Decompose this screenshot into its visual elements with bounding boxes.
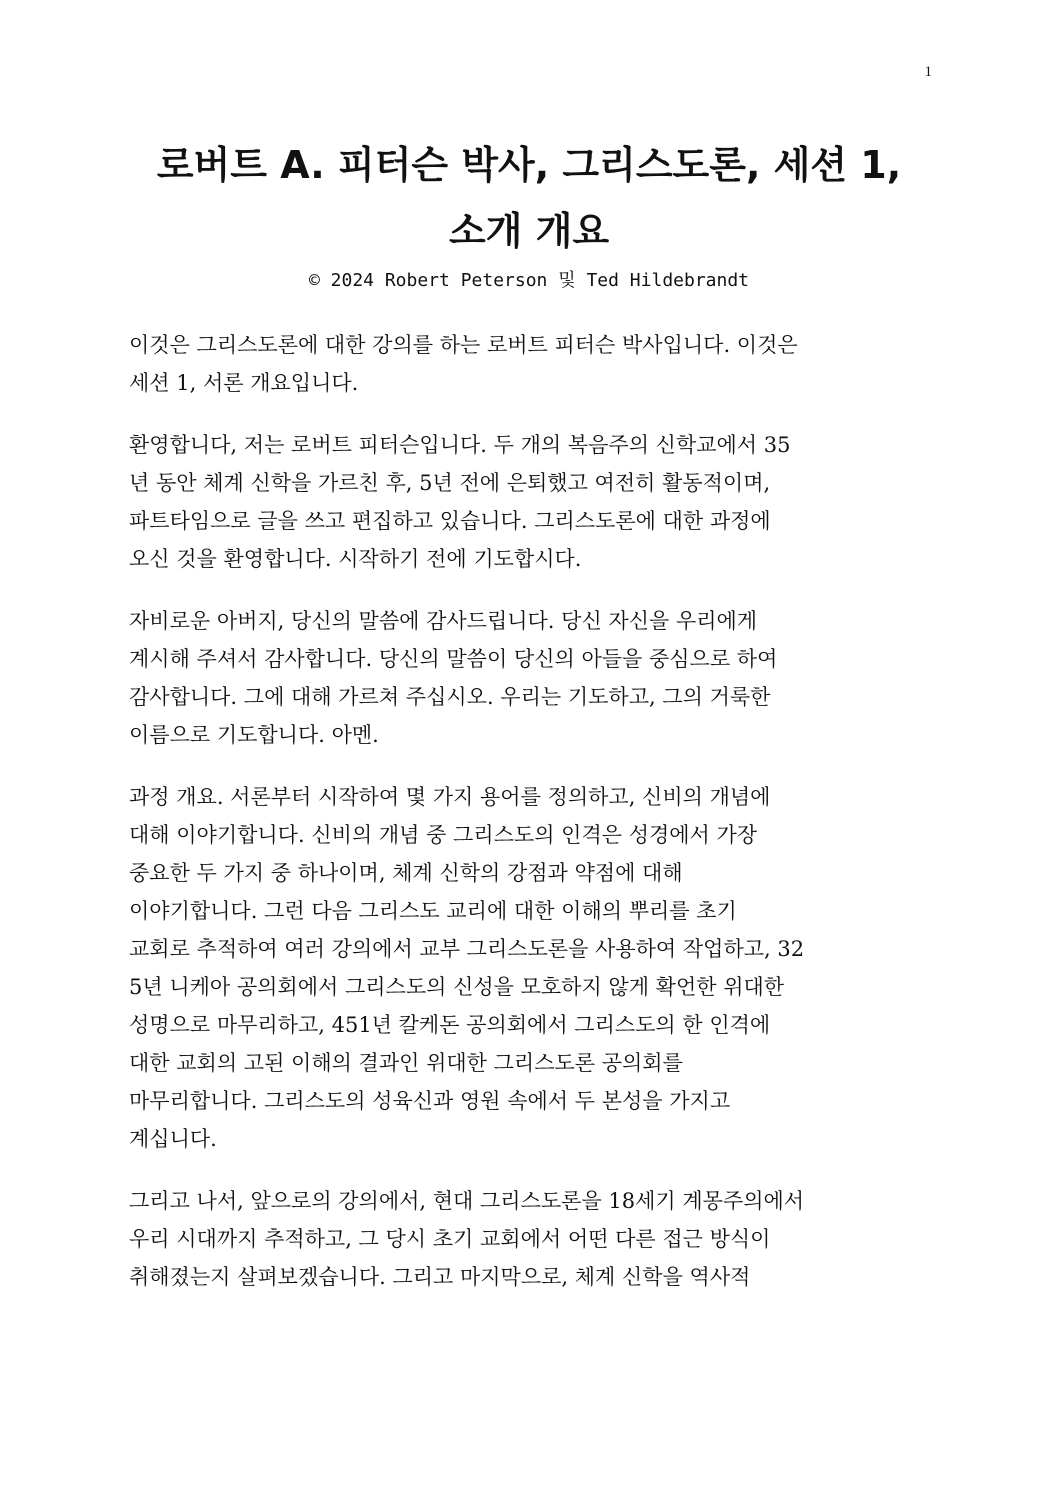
text-line: 년 동안 체계 신학을 가르친 후, 5년 전에 은퇴했고 여전히 활동적이며,: [129, 471, 771, 495]
document-title: [100, 132, 958, 264]
text-line: 성명으로 마무리하고, 451년 칼케돈 공의회에서 그리스도의 한 인격에: [129, 1013, 771, 1037]
text-line: 환영합니다, 저는 로버트 피터슨입니다. 두 개의 복음주의 신학교에서 35: [129, 433, 791, 457]
text-line: 우리 시대까지 추적하고, 그 당시 초기 교회에서 어떤 다른 접근 방식이: [129, 1227, 771, 1251]
text-line: 계십니다.: [129, 1127, 217, 1151]
text-line: 중요한 두 가지 중 하나이며, 체계 신학의 강점과 약점에 대해: [129, 861, 683, 885]
document-body: [129, 326, 929, 1320]
text-line: 감사합니다. 그에 대해 가르쳐 주십시오. 우리는 기도하고, 그의 거룩한: [129, 685, 771, 709]
text-line: 대해 이야기합니다. 신비의 개념 중 그리스도의 인격은 성경에서 가장: [129, 823, 758, 847]
text-line: 파트타임으로 글을 쓰고 편집하고 있습니다. 그리스도론에 대한 과정에: [129, 509, 771, 533]
text-line: 취해졌는지 살펴보겠습니다. 그리고 마지막으로, 체계 신학을 역사적: [129, 1265, 751, 1289]
page-number: 1: [924, 64, 932, 80]
text-line: 자비로운 아버지, 당신의 말씀에 감사드립니다. 당신 자신을 우리에게: [129, 609, 758, 633]
text-line: 계시해 주셔서 감사합니다. 당신의 말씀이 당신의 아들을 중심으로 하여: [129, 647, 778, 671]
text-line: 이름으로 기도합니다. 아멘.: [129, 723, 379, 747]
paragraph-welcome: [129, 426, 929, 578]
paragraph-intro: [129, 326, 929, 402]
text-line: 교회로 추적하여 여러 강의에서 교부 그리스도론을 사용하여 작업하고, 32: [129, 937, 805, 961]
text-line: 대한 교회의 고된 이해의 결과인 위대한 그리스도론 공의회를: [129, 1051, 683, 1075]
text-line: 그리고 나서, 앞으로의 강의에서, 현대 그리스도론을 18세기 계몽주의에서: [129, 1189, 805, 1213]
text-line: 이것은 그리스도론에 대한 강의를 하는 로버트 피터슨 박사입니다. 이것은: [129, 333, 798, 357]
paragraph-course-overview: [129, 778, 929, 1158]
paragraph-modern-christology: [129, 1182, 929, 1296]
paragraph-prayer: [129, 602, 929, 754]
text-line: 오신 것을 환영합니다. 시작하기 전에 기도합시다.: [129, 547, 582, 571]
title-line: 로버트 A. 피터슨 박사, 그리스도론, 세션 1,: [156, 143, 902, 187]
text-line: 세션 1, 서론 개요입니다.: [129, 371, 359, 395]
text-line: 이야기합니다. 그런 다음 그리스도 교리에 대한 이해의 뿌리를 초기: [129, 899, 737, 923]
copyright-notice: © 2024 Robert Peterson 및 Ted Hildebrandt: [308, 270, 750, 291]
text-line: 마무리합니다. 그리스도의 성육신과 영원 속에서 두 본성을 가지고: [129, 1089, 731, 1113]
text-line: 5년 니케아 공의회에서 그리스도의 신성을 모호하지 않게 확언한 위대한: [129, 975, 785, 999]
title-line: 소개 개요: [448, 209, 610, 253]
text-line: 과정 개요. 서론부터 시작하여 몇 가지 용어를 정의하고, 신비의 개념에: [129, 785, 771, 809]
